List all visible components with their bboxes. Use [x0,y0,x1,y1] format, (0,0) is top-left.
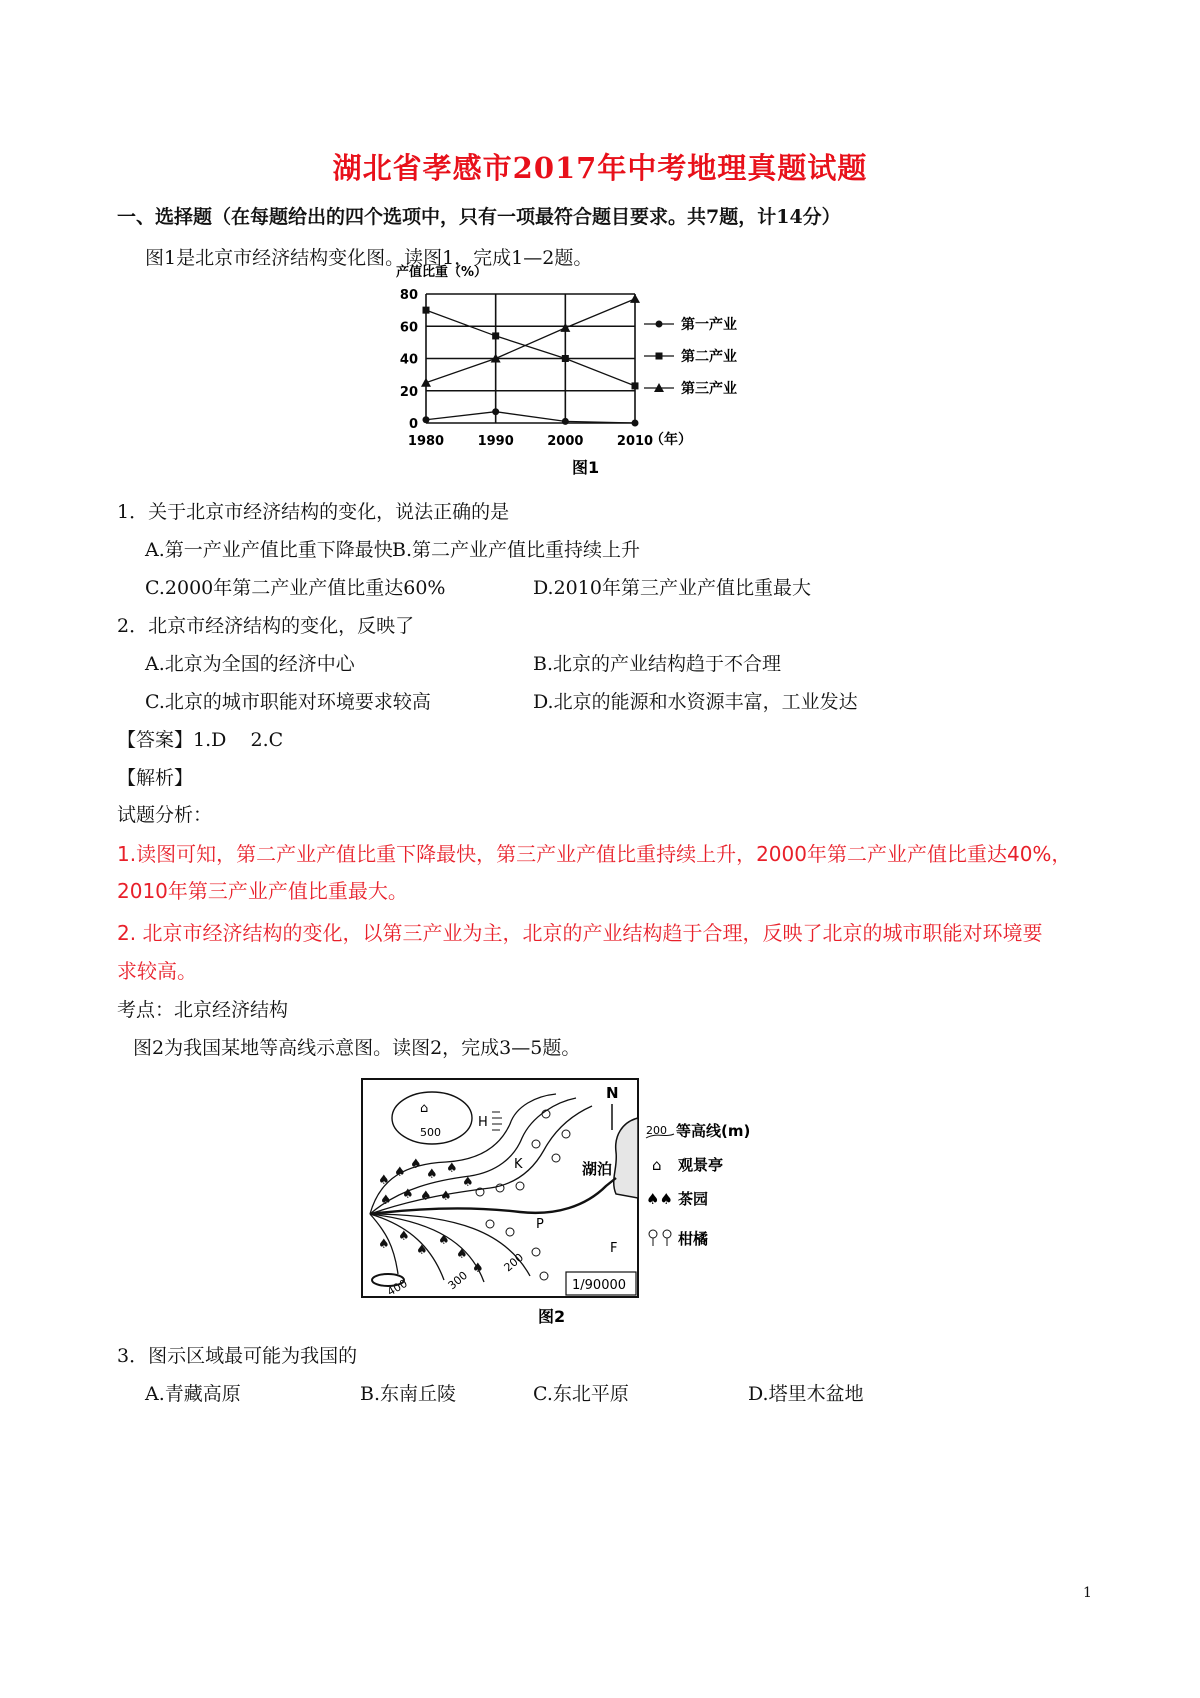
svg-text:♠: ♠ [380,1193,392,1208]
series-point-1 [492,408,499,415]
peak-label-h: H [478,1115,488,1130]
series-point-1 [562,418,569,425]
svg-text:♠: ♠ [402,1187,414,1202]
answer-text: 1.D 2.C [193,729,284,751]
series-line-1 [426,412,635,423]
legend-contour-value: 200 [646,1124,667,1137]
y-tick-label: 0 [408,417,418,432]
legend-label: 第二产业 [681,349,737,365]
legend-contour: 等高线(m) [676,1122,751,1140]
lake-label: 湖泊 [582,1160,613,1178]
svg-text:♠: ♠ [394,1165,406,1180]
legend-tea: 茶园 [678,1190,709,1208]
x-tick-label: 2000 [547,434,584,449]
x-tick-label: 1990 [477,434,514,449]
legend-marker [656,321,663,328]
contour-line [370,1098,576,1214]
q3-option-b[interactable]: B.东南丘陵 [360,1383,457,1405]
x-tick-label: 1980 [407,434,445,449]
legend-marker [656,353,663,360]
chart-ylabel: 产值比重（%） [396,265,488,280]
legend-tea-icon: ♠♠ [646,1190,673,1208]
svg-text:♠: ♠ [426,1167,438,1182]
contour-label-200: 200 [501,1250,527,1275]
q1-option-a[interactable]: A.第一产业产值比重下降最快 [145,539,393,561]
svg-text:♠: ♠ [438,1233,450,1248]
svg-text:♠: ♠ [378,1237,390,1252]
legend-citrus-icon [649,1230,671,1246]
svg-text:♠: ♠ [440,1189,452,1204]
series-point-2 [562,355,569,362]
section-heading: 一、选择题（在每题给出的四个选项中，只有一项最符合题目要求。共7题，计14分） [117,206,841,228]
q1-option-d[interactable]: D.2010年第三产业产值比重最大 [533,577,811,599]
q1-stem: 1．关于北京市经济结构的变化，说法正确的是 [117,501,510,523]
legend-citrus: 柑橘 [678,1230,709,1248]
series-point-1 [632,420,639,427]
contour-map-figure [360,1076,780,1328]
answer-line [117,725,283,752]
svg-text:♠: ♠ [410,1157,422,1172]
river-label-p: P [536,1217,544,1232]
explanation-2-line1: 2. 北京市经济结构的变化，以第三产业为主，北京的产业结构趋于合理，反映了北京的城市职能对环境要 [117,921,1043,945]
series-point-1 [423,416,430,423]
kaodian: 考点：北京经济结构 [117,999,289,1021]
cliff-mark [492,1112,502,1130]
series-line-3 [426,299,635,383]
q3-option-d[interactable]: D.塔里木盆地 [748,1383,864,1405]
contour-label-400: 400 [385,1276,410,1299]
tea-garden-symbols [378,1157,484,1276]
y-tick-label: 20 [399,384,418,400]
y-tick-label: 40 [399,352,418,368]
q2-option-b[interactable]: B.北京的产业结构趋于不合理 [533,653,782,675]
analysis-label: 【解析】 [117,767,194,789]
point-label-k: K [514,1157,523,1172]
series-point-3 [421,378,431,387]
q3-option-c[interactable]: C.东北平原 [533,1383,629,1405]
figure2-caption: 图2 [538,1307,566,1326]
lake-shape [614,1118,638,1198]
explanation-2-line2: 求较高。 [117,959,197,983]
q1-option-c[interactable]: C.2000年第二产业产值比重达60% [145,577,446,599]
y-tick-label: 80 [399,288,418,303]
economic-structure-chart [392,262,812,484]
map-scale: 1/90000 [572,1278,627,1293]
q2-option-d[interactable]: D.北京的能源和水资源丰富，工业发达 [533,691,858,713]
answer-label: 【答案】 [117,729,194,751]
page-number: 1 [1083,1585,1092,1601]
pavilion-icon: ⌂ [420,1101,429,1116]
series-point-3 [560,323,570,332]
svg-text:♠: ♠ [420,1189,432,1204]
chart-xlabel: （年） [650,432,692,448]
svg-text:♠: ♠ [446,1161,458,1176]
series-line-2 [426,310,635,386]
point-label-f: F [610,1241,618,1256]
page-title: 湖北省孝感市2017年中考地理真题试题 [332,151,868,185]
q3-stem: 3．图示区域最可能为我国的 [117,1345,358,1367]
analysis-subheading: 试题分析： [117,804,213,826]
svg-text:♠: ♠ [472,1261,484,1276]
legend-label: 第一产业 [681,317,737,333]
legend-pavilion-icon: ⌂ [652,1156,662,1174]
legend-pavilion: 观景亭 [678,1156,724,1174]
svg-text:♠: ♠ [456,1247,468,1262]
explanation-1-line2: 2010年第三产业产值比重最大。 [117,879,408,903]
x-tick-label: 2010 [616,434,654,449]
svg-text:♠: ♠ [378,1173,390,1188]
series-point-2 [492,332,499,339]
svg-text:♠: ♠ [462,1175,474,1190]
series-point-3 [630,294,640,303]
chart-caption: 图1 [572,458,600,477]
figure1-intro: 图1是北京市经济结构变化图。读图1，完成1—2题。 [145,247,593,269]
svg-text:♠: ♠ [398,1229,410,1244]
series-point-2 [632,382,639,389]
q2-option-c[interactable]: C.北京的城市职能对环境要求较高 [145,691,431,713]
explanation-1-line1: 1.读图可知，第二产业产值比重下降最快，第三产业产值比重持续上升，2000年第二产业产值比重达40%， [117,842,1072,866]
contour-label-500: 500 [420,1126,441,1139]
series-point-2 [423,307,430,314]
figure2-intro: 图2为我国某地等高线示意图。读图2，完成3—5题。 [133,1037,581,1059]
q2-stem: 2．北京市经济结构的变化，反映了 [117,615,415,637]
y-tick-label: 60 [399,320,418,336]
q1-option-b[interactable]: B.第二产业产值比重持续上升 [392,539,641,561]
contour-label-300: 300 [445,1268,471,1293]
north-label: N [606,1084,619,1102]
legend-label: 第三产业 [681,381,737,397]
svg-text:♠: ♠ [416,1243,428,1258]
q3-option-a[interactable]: A.青藏高原 [145,1383,241,1405]
q2-option-a[interactable]: A.北京为全国的经济中心 [145,653,355,675]
